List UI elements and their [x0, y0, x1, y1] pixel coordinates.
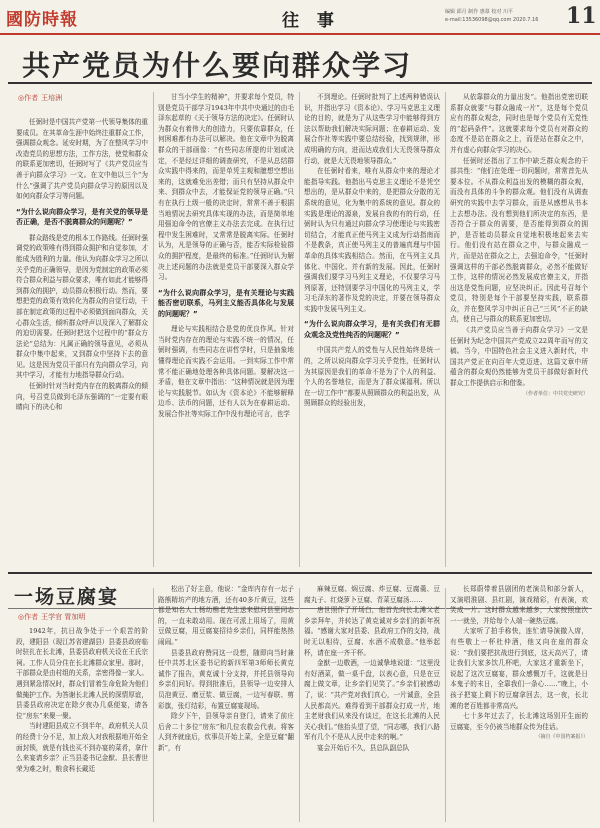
article1-column-1 [16, 117, 148, 569]
paragraph: 长郑蔚带着县剧团的老演员和部分新人，又演唱淮剧、县红剧，演戏精彩，有表演，欢笑成一片。这时群众越来越多，大家按照座次一一就坐，并给每个人端一碗热豆腐。 [450, 585, 588, 625]
article-headline: 共产党员为什么要向群众学习 [22, 49, 413, 82]
paragraph: 麻辣豆腐、焖豆腐、炸豆腐、豆腐羹、豆腐丸子、红烧萝卜豆腐、青菜豆腐汤…… [304, 585, 440, 604]
paragraph: 宴会开始后不久，县总队副总队 [317, 743, 410, 752]
paragraph: 唐世照作了开场白，他首先向长北滩父老乡亲拜年，并转达了黄克诚对乡亲们的新年祝福。“感谢大家对县委、县政府工作的支持，战时无以相待，豆腐、水酒不成敬意。”他举起杯，请在座一齐干杯。 [304, 606, 440, 657]
paragraph: 除夕下午，县领导亲自登门，请来了前庄后舍二十多位“房东”和几位农救会代表。将客人到齐就座后，炊事员开始上菜，全是豆腐“翻新”，有 [158, 712, 294, 752]
section-rule [8, 572, 592, 574]
byline-lead: ◎作者 [18, 613, 39, 621]
column-divider [299, 92, 300, 567]
article1-column-4 [450, 92, 588, 569]
article2-column-3 [304, 584, 440, 822]
paragraph: 理论与实践相结合是党的优良作风。针对当时党内存在的理论与实践不统一的情况，任弼时强调，有些同志在讲哲学时，只是抽象地懂得理论而实践不会运用。一到实际工作中常常不能正确地处理各种具体问题。要解决这一矛盾，他在文章中指出：“这种情况就是因为理论与实践脱节。如认为《资本论》不能够解释边币、法币的问题，还有人以为在春耕运动、发展合作社等实际工作中没有理论可言，也学 [158, 325, 294, 418]
column-divider [445, 588, 446, 822]
byline-author: 王学官 胃加明 [41, 613, 86, 621]
paragraph: 不到理论。任弼时批判了上述两种错误认识，并指出学习《资本论》、学习马克思主义理论的目的，就是为了从这些学习中能够得到方法以帮助我们解决实际问题；在春耕运动、发展合作社等实践中要总结经验，找到规律，形成明确的方向，进而达成我们大无畏领导群众行动，就是大无畏地领导群众。” [304, 93, 440, 165]
article2-column-2 [158, 584, 294, 822]
source-note: （作者单位：中共党史研究） [522, 390, 588, 397]
paragraph: 《共产党员应当善于向群众学习》一文是任弼时为纪念中国共产党成立22周年而写的文稿。当今，中国特色社会主义进入新时代，中国共产党正在向百年大党迈进。这篇文章中所蕴含的群众观仍然能够为党员干部做好新时代群众工作提供启示和借鉴。 [450, 326, 588, 388]
column-divider [153, 588, 154, 822]
column-divider [153, 92, 154, 567]
article2-column-1 [16, 626, 148, 822]
paragraph: 松出了好主意，他说：“金库内存有一坛子路熊精坊产的地方酒，还有40多斤黄豆，这些都是知名人士杨幼樵老先生送来慰问县里同志的，一直未敢动用。现在可派上用场了，用黄豆做豆腐，用豆腐宴招待乡亲们，同样能热热闹闹。” [158, 585, 294, 646]
contact-date: e-mail:13536098@qq.com 2020.7.16 [445, 17, 539, 23]
subheading: “为什么说向群众学习，是有关党的领导是否正确，是否不脱离群众的问题呢？” [16, 207, 148, 227]
paragraph: 甘当小学生的精神”，并要求每个党员，特别是党员干部学习1943年中共中央通过的由毛泽东起草的《关于领导方法的决定》。任弼时认为群众有着伟大的创造力，只要依靠群众，任何困难都有办法可以解决。他在文章中为脱离群众的干部画像：“有些同志所提的计划或决定，不是经过详细的调查研究，不是从总结群众实践中得来的，而是单凭主观和臆想空想出来的，这就难免出差错；而只有坚持从群众中来、到群众中去，才能保证党的领导正确。”只有在执行上级一般的决定时，常常不善于根据当地情况去研究具体实现的办法，而是简单地用强迫命令的官僚主义办法去完成。在执行过程中发生困难时，又常常是脱离实际。任弼时认为，凡是领导的正确与否，能否实际检验群众的拥护程度，是最终的标准。”任弼时认为解决上述问题的办法就是党员干部要深入群众学习。 [158, 93, 294, 282]
paragraph: 任弼时针对当时党内存在的脱离群众的倾向，号召党员做到毛泽东强调的“一定要有眼睛向下的决心和 [16, 382, 148, 412]
paragraph: 大家听了拍手称快，连忙请导演撤入席，有些敬上一杯杜仲酒，他又向在座的群众说：“我们要把抗战进行到底，这天高兴了，请让我们大家多饮几杯吧，大家这才重新坐下，说起了这次豆腐宴，群众感慨万千，这就是日本鬼子的末日，全靠我们一条心……”晚上，小孩子把宴上剩下的豆腐拿回去，这一夜，长北滩的老百姓都非常高兴。 [450, 627, 588, 710]
article2-column-4 [450, 584, 588, 822]
paragraph: 在任弼时看来，唯有从群众中来的理论才能指导实践。他指出马克思主义理论不是凭空想出的，是从群众中来的，是把群众分散的无系统的意见，化为集中的系统的意见。群众的实践是理论的源泉，发展自我的有的行动，任弼时认为只有通过向群众学习使理论与实践密切结合，才能真正使马列主义成为行动指南而不是教条，真正使马列主义的普遍真理与中国革命的具体实践相结合。然而，在马列主义具体化、中国化、并有新的发展。因此，任弼时强调我们要学习马列主义理论，不仅要学习马列原著，还特别要学习中国化的马列主义，学习毛泽东的著作及党的决定，并要在领导群众实践中发展马列主义。 [304, 167, 440, 313]
subheading: “为什么说向群众学习，是有关理论与实践能否密切联系，马列主义能否具体化与发展的问题呢？” [158, 288, 294, 318]
headline-rule [8, 82, 592, 84]
source-note: （摘自《中国档案报》） [535, 734, 588, 741]
editor-credits: 编辑 邱月 制作 惠慕 校对 川平 [445, 9, 513, 15]
paragraph: 任弼时是中国共产党第一代领导集体的重要成员。在其革命生涯中始终注重群众工作，强调群众观念。延安时期，为了在整风学习中改造党员的思想方法，工作方法，使党和群众的联系更加密切，任弼时写了《共产党员应当善于向群众学习》一文。在文中他以三个“为什么”强调了共产党员向群众学习的原因以及如何向群众学习等问题。 [16, 118, 148, 201]
column-divider [299, 588, 300, 822]
newspaper-logo: 國防時報 [6, 10, 78, 30]
byline-lead: ◎作者 [18, 94, 39, 102]
article1-column-3 [304, 92, 440, 569]
masthead-rule [0, 33, 600, 35]
section-title: 往 事 [282, 11, 340, 31]
paragraph: 中国共产党人的党性与人民性始终是统一的，之所以说向群众学习关乎党性，任弼时认为其原因是我们的革命不是为了个人的利益、个人的名誉地位，而是为了群众谋福利。所以在一切工作中“都要从照顾群众的利益出发，从照顾群众的经验出发， [304, 346, 440, 408]
subheading: “为什么说向群众学习，是有关我们有无群众观念及党性纯否的问题呢？” [304, 320, 440, 339]
paragraph: 当时建阳县成立不到半年，政府机关人员的经费十分不足，加上敌人对我根据地开始全面封锁，就是有钱也买不到办宴的菜肴，拿什么来宴请乡亲？正当县委书记金猷、县长曹世荣为难之时，粮食科长戴廷 [16, 722, 148, 773]
masthead [0, 0, 600, 34]
paragraph: 金猷一边敬酒，一边诚挚地说道：“这里没有好酒菜，做一桌千盘，以表心意，只是在豆腐上做文章，让乡亲们见笑了。”乡亲们被感动了，说：“共产党对我们真心，一片诚意，全县人民都高兴。难得看到干部群众打成一片，地主老财我们从来没有谈过，在这长北滩的人民关心我们。”他抬头望了望，“同志哪，我们八路军有几个不是从人民中走来的啊。” [304, 659, 440, 742]
masthead-meta [445, 8, 565, 24]
paragraph: 群众路线是党的根本工作路线。任弼时强调党的政策唯有得到群众拥护和自觉参加，才能成为胜利的力量。他认为向群众学习之所以关乎党的正确领导，是因为党制定的政策必须符合群众利益与群众要求，唯有如此才能够得到群众的拥护，动员群众积极行动。然而，要想把党的政策有效转化为群众的自觉行动，干部在制定政策的过程中必须做到面向群众，关心群众生活，倾听群众呼声以及深入了解群众的迫切需要。任弼时把这个过程中的“群众方法论”总结为：凡属正确的领导意见，必须从群众中集中起来，又到群众中坚持下去的意见。这是因为党员干部只有先向群众学习，向其中学习，才能有力地指导群众行动。 [16, 233, 148, 380]
column-divider [445, 92, 446, 567]
paragraph: 1942年，抗日战争处于一个艰苦的阶段，建阳县（现江苏省建湖县）县委县政府临时驻扎在长北滩，县委县政府机关设在王氏宗祠。工作人员分住在长北滩群众家里。那时，干部群众是由村组的关系，亲密得像一家人。遇到紧急情况时，群众们冒着生命危险为他们做掩护工作。为答谢长北滩人民的深情厚谊，县委县政府决定在除夕夜办几桌便宴，请各位“房东”来聚一聚。 [16, 627, 148, 720]
paragraph: 从依靠群众的力量出发”。他指出党密切联系群众就要“与群众融成一片”，这是每个党员应有的群众观念，同时也是每个党员有无党性的“起码条件”。这就要求每个党员有对群众的态度不是站在群众之上，而是站在群众之中，并有虚心向群众学习的决心。 [450, 93, 588, 154]
article2-byline [18, 612, 85, 622]
article1-column-2 [158, 92, 294, 569]
article2-title: 一场豆腐宴 [14, 586, 120, 608]
article-byline [18, 93, 62, 103]
paragraph: 七十多年过去了，长北滩这场别开生面的豆腐宴，至今仍被当地群众传为佳话。 [450, 712, 588, 731]
paragraph: 任弼时还指出了工作中缺乏群众观念的干部共性：“他们在处理一切问题时，常常首先从要本位。不从群众利益出发的模糊的群众观，而没有具体的斗争的群众观。他们没有从调查研究的实践中去学习群众，而是从感想从书本上去想办法。没有想到他们所决定的东西，是否符合于群众的需要，是否能得到群众的拥护，是否能动员群众自觉地积极地起来去实行。他们没有站在群众之中，与群众融成一片，而是站在群众之上，去强迫命令，“任弼时强调这样的干部必然脱离群众，必然不能做好工作，这样的情况必然发展成官僚主义，并指出这是党性问题，应坚决纠正。因此号召每个党员，特别是每个干部要坚持实践，联系群众，并在整风学习中纠正自己“三风”不正的缺点，使自己与群众的联系更加密切。 [450, 156, 588, 324]
byline-author: 王培洲 [41, 94, 63, 102]
paragraph: 县委县政府赞同这一设想，随即向当时兼任中共苏北区委书记的新四军第3师师长黄克诚作了报告，黄克诚十分支持，并托县领导向乡亲们问好。得到批准后，县领导一边安排人员泡黄豆、磨豆浆、做豆腐，一边写春联、剪彩旗，张灯结彩，布置豆腐宴现场。 [158, 648, 294, 710]
page-number: 11 [566, 3, 597, 29]
